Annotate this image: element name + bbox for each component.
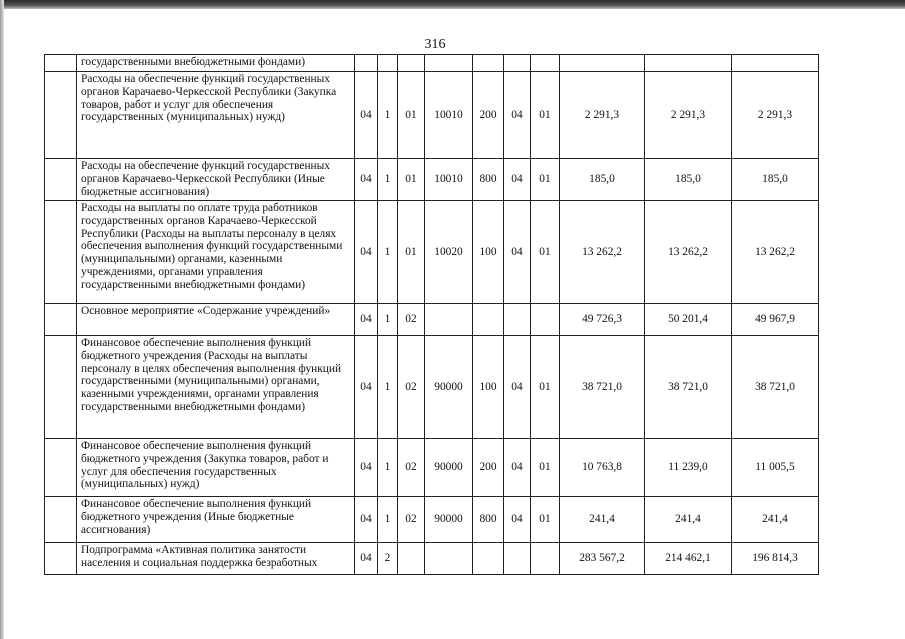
code-cell	[425, 304, 473, 336]
table-row	[45, 55, 819, 72]
amount-cell: 185,0	[560, 159, 645, 201]
row-name: Подпрограмма «Активная политика занятости населения и социальная поддержка безработных	[77, 543, 355, 575]
amount-cell: 196 814,3	[732, 543, 819, 575]
scan-top-edge	[0, 0, 905, 9]
code-cell: 04	[355, 543, 378, 575]
code-cell	[378, 55, 398, 72]
index-cell	[45, 201, 77, 304]
table-row	[45, 497, 819, 543]
code-cell: 01	[398, 201, 425, 304]
row-name: Финансовое обеспечение выполнения функций бюджетного учреждения (Расходы на выплаты персоналу в целях обеспечения выполнения функций государственными (муниципальными) органами, казенными учреждениями, органами управления государственными внебюджетными фондами)	[77, 336, 355, 439]
code-cell	[504, 543, 531, 575]
code-cell	[473, 55, 504, 72]
code-cell: 04	[355, 439, 378, 497]
table-row	[45, 543, 819, 575]
index-cell	[45, 159, 77, 201]
table-row	[45, 201, 819, 304]
index-cell	[45, 543, 77, 575]
index-cell	[45, 497, 77, 543]
amount-cell: 13 262,2	[560, 201, 645, 304]
code-cell: 800	[473, 497, 504, 543]
code-cell: 1	[378, 159, 398, 201]
code-cell: 10010	[425, 72, 473, 159]
code-cell: 04	[355, 497, 378, 543]
code-cell: 04	[355, 159, 378, 201]
row-name: Расходы на обеспечение функций государственных органов Карачаево-Черкесской Республики (Закупка товаров, работ и услуг для обеспечения государственных (муниципальных) нужд)	[77, 72, 355, 159]
code-cell	[531, 304, 560, 336]
code-cell	[504, 304, 531, 336]
code-cell: 04	[355, 336, 378, 439]
code-cell	[398, 55, 425, 72]
amount-cell: 38 721,0	[732, 336, 819, 439]
code-cell	[504, 55, 531, 72]
code-cell: 04	[504, 336, 531, 439]
code-cell: 90000	[425, 336, 473, 439]
code-cell: 1	[378, 72, 398, 159]
code-cell: 04	[504, 439, 531, 497]
code-cell: 800	[473, 159, 504, 201]
code-cell: 90000	[425, 439, 473, 497]
amount-cell: 185,0	[645, 159, 732, 201]
budget-table	[44, 54, 819, 575]
code-cell: 02	[398, 336, 425, 439]
code-cell: 04	[355, 72, 378, 159]
code-cell: 01	[398, 159, 425, 201]
table-row	[45, 439, 819, 497]
code-cell: 04	[504, 201, 531, 304]
amount-cell: 38 721,0	[560, 336, 645, 439]
code-cell: 10020	[425, 201, 473, 304]
code-cell	[425, 55, 473, 72]
code-cell: 02	[398, 439, 425, 497]
amount-cell: 13 262,2	[732, 201, 819, 304]
amount-cell: 10 763,8	[560, 439, 645, 497]
amount-cell: 185,0	[732, 159, 819, 201]
table-body	[45, 55, 819, 575]
code-cell: 2	[378, 543, 398, 575]
code-cell: 100	[473, 201, 504, 304]
code-cell: 1	[378, 201, 398, 304]
page-number: 316	[424, 37, 446, 52]
code-cell: 1	[378, 497, 398, 543]
amount-cell: 50 201,4	[645, 304, 732, 336]
amount-cell: 241,4	[732, 497, 819, 543]
index-cell	[45, 336, 77, 439]
code-cell: 90000	[425, 497, 473, 543]
row-name: Расходы на выплаты по оплате труда работников государственных органов Карачаево-Черкесской Республики (Расходы на выплаты персоналу в целях обеспечения выполнения функций государственными (муниципальными) органами, казенными учреждениями, органами управления государственными внебюджетными фондами)	[77, 201, 355, 304]
code-cell: 04	[355, 304, 378, 336]
table-row	[45, 72, 819, 159]
code-cell: 02	[398, 497, 425, 543]
code-cell	[355, 55, 378, 72]
amount-cell: 283 567,2	[560, 543, 645, 575]
amount-cell: 38 721,0	[645, 336, 732, 439]
amount-cell: 214 462,1	[645, 543, 732, 575]
index-cell	[45, 55, 77, 72]
amount-cell	[732, 55, 819, 72]
amount-cell	[645, 55, 732, 72]
code-cell: 1	[378, 439, 398, 497]
code-cell	[473, 543, 504, 575]
code-cell	[531, 55, 560, 72]
code-cell: 01	[531, 439, 560, 497]
row-name: государственными внебюджетными фондами)	[77, 55, 355, 72]
amount-cell: 241,4	[560, 497, 645, 543]
code-cell: 200	[473, 439, 504, 497]
index-cell	[45, 72, 77, 159]
code-cell: 01	[531, 72, 560, 159]
table-row	[45, 159, 819, 201]
code-cell: 10010	[425, 159, 473, 201]
code-cell: 04	[504, 159, 531, 201]
code-cell: 04	[504, 497, 531, 543]
amount-cell: 49 726,3	[560, 304, 645, 336]
code-cell: 01	[531, 201, 560, 304]
code-cell: 04	[504, 72, 531, 159]
code-cell	[398, 543, 425, 575]
amount-cell: 2 291,3	[645, 72, 732, 159]
row-name: Финансовое обеспечение выполнения функций бюджетного учреждения (Иные бюджетные ассигнования)	[77, 497, 355, 543]
amount-cell: 13 262,2	[645, 201, 732, 304]
code-cell: 01	[531, 159, 560, 201]
code-cell: 1	[378, 336, 398, 439]
amount-cell: 11 005,5	[732, 439, 819, 497]
code-cell: 200	[473, 72, 504, 159]
amount-cell: 2 291,3	[732, 72, 819, 159]
row-name: Расходы на обеспечение функций государственных органов Карачаево-Черкесской Республики (Иные бюджетные ассигнования)	[77, 159, 355, 201]
code-cell	[425, 543, 473, 575]
code-cell: 1	[378, 304, 398, 336]
index-cell	[45, 304, 77, 336]
scan-left-edge	[0, 0, 4, 639]
table-row	[45, 336, 819, 439]
code-cell: 01	[398, 72, 425, 159]
index-cell	[45, 439, 77, 497]
amount-cell: 241,4	[645, 497, 732, 543]
code-cell: 02	[398, 304, 425, 336]
row-name: Основное мероприятие «Содержание учреждений»	[77, 304, 355, 336]
code-cell: 04	[355, 201, 378, 304]
amount-cell: 2 291,3	[560, 72, 645, 159]
code-cell	[473, 304, 504, 336]
code-cell: 100	[473, 336, 504, 439]
table-row	[45, 304, 819, 336]
amount-cell: 49 967,9	[732, 304, 819, 336]
code-cell: 01	[531, 336, 560, 439]
row-name: Финансовое обеспечение выполнения функций бюджетного учреждения (Закупка товаров, работ и услуг для обеспечения государственных (муниципальных) нужд)	[77, 439, 355, 497]
amount-cell: 11 239,0	[645, 439, 732, 497]
code-cell	[531, 543, 560, 575]
code-cell: 01	[531, 497, 560, 543]
amount-cell	[560, 55, 645, 72]
